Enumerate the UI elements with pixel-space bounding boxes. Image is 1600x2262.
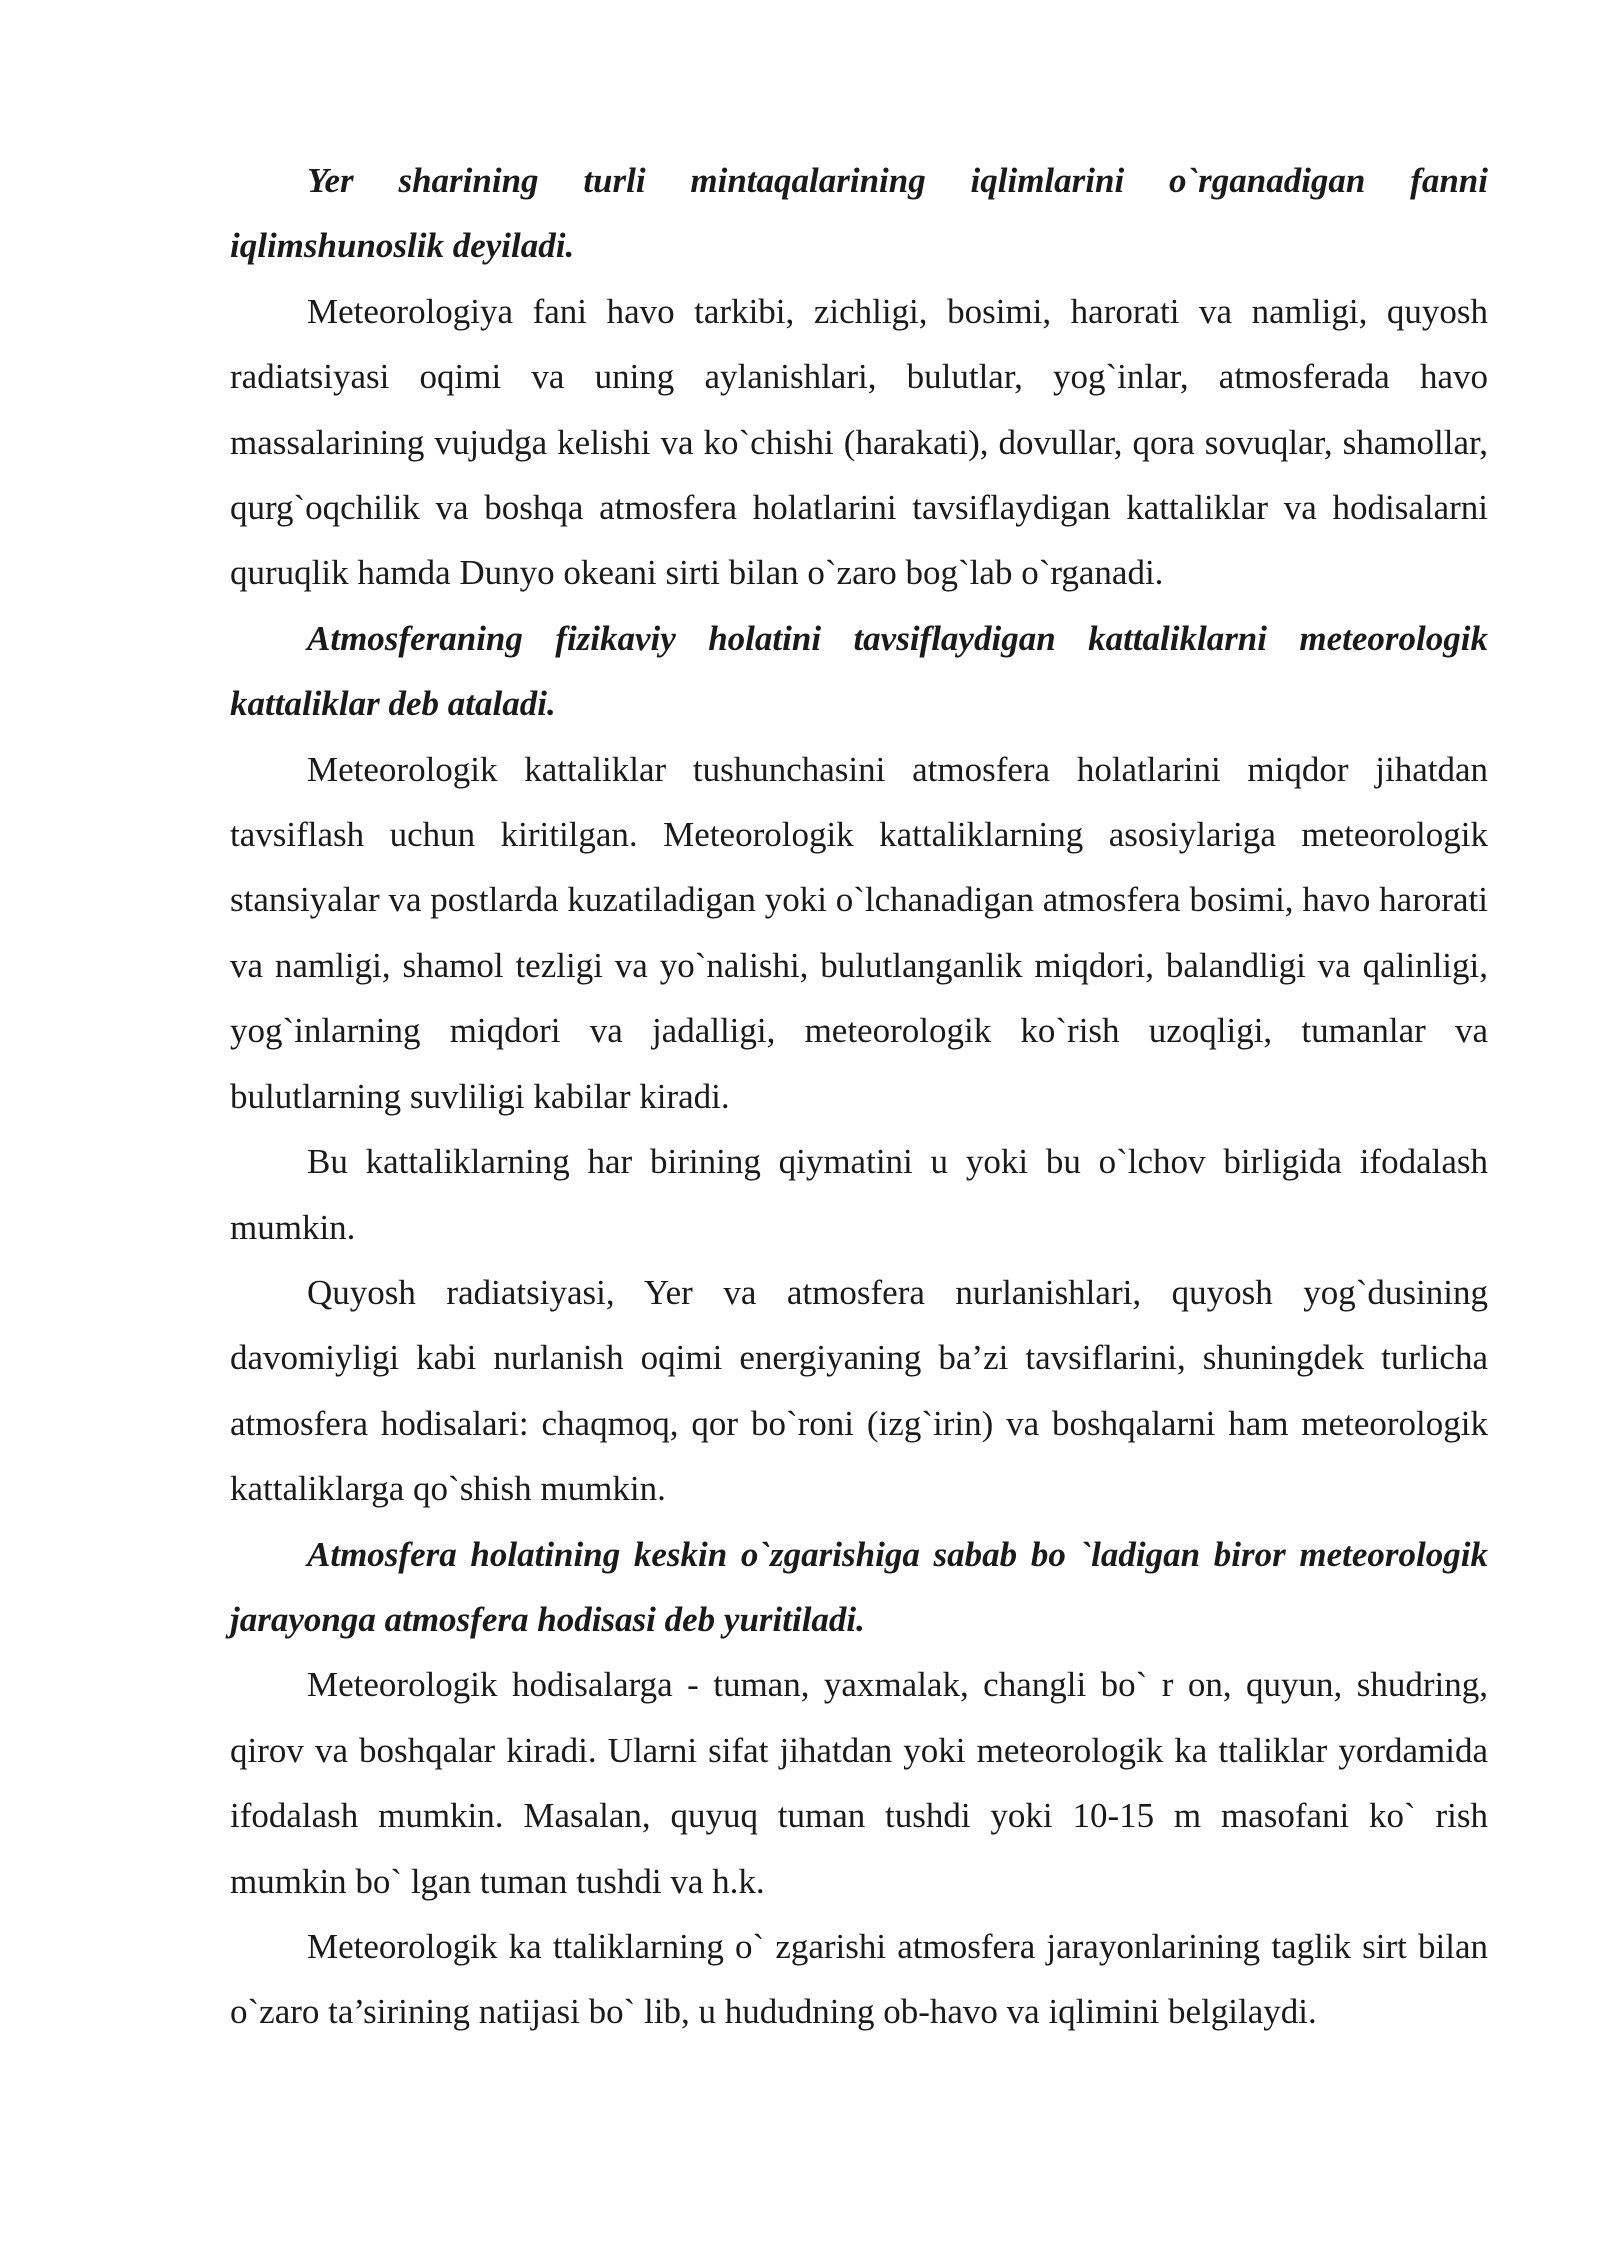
document-body bbox=[230, 148, 1488, 2045]
paragraph-quantities-list: Meteorologik kattaliklar tushunchasini atmosfera holatlarini miqdor jihatdan tavsiflash uchun kiritilgan. Meteorologik kattaliklarning asosiylariga meteorologik stansiyalar va postlarda kuzatiladigan yoki o`lchanadigan atmosfera bosimi, havo harorati va namligi, shamol tezligi va yo`nalishi, bulutlanganlik miqdori, balandligi va qalinligi, yog`inlarning miqdori va jadalligi, meteorologik ko`rish uzoqligi, tumanlar va bulutlarning suvliligi kabilar kiradi. bbox=[230, 749, 1488, 1116]
paragraph-meteorology: Meteorologiya fani havo tarkibi, zichligi, bosimi, harorati va namligi, quyosh radiatsiyasi oqimi va uning aylanishlari, bulutlar, yog`inlar, atmosferada havo massalarining vujudga kelishi va ko`chishi (harakati), dovullar, qora sovuqlar, shamollar, qurg`oqchilik va boshqa atmosfera holatlarini tavsiflaydigan kattaliklar va hodisalarni quruqlik hamda Dunyo okeani sirti bilan o`zaro bog`lab o`rganadi. bbox=[230, 291, 1488, 593]
definition-climatology: Yer sharining turli mintaqalarining iqlimlarini o`rganadigan fanni iqlimshunoslik deyiladi. bbox=[230, 161, 1488, 266]
paragraph-radiation: Quyosh radiatsiyasi, Yer va atmosfera nurlanishlari, quyosh yog`dusining davomiyligi kabi nurlanish oqimi energiyaning ba’zi tavsiflarini, shuningdek turlicha atmosfera hodisalari: chaqmoq, qor bo`roni (izg`irin) va boshqalarni ham meteorologik kattaliklarga qo`shish mumkin. bbox=[230, 1272, 1488, 1509]
paragraph-conclusion: Meteorologik ka ttaliklarning o` zgarishi atmosfera jarayonlarining taglik sirt bilan o`zaro ta’sirining natijasi bo` lib, u hududning ob-havo va iqlimini belgilaydi. bbox=[230, 1926, 1488, 2032]
paragraph-phenomena-list: Meteorologik hodisalarga - tuman, yaxmalak, changli bo` r on, quyun, shudring, qirov va boshqalar kiradi. Ularni sifat jihatdan yoki meteorologik ka ttaliklar yordamida ifodalash mumkin. Masalan, quyuq tuman tushdi yoki 10-15 m masofani ko` rish mumkin bo` lgan tuman tushdi va h.k. bbox=[230, 1665, 1488, 1901]
paragraph-units: Bu kattaliklarning har birining qiymatini u yoki bu o`lchov birligida ifodalash mumkin. bbox=[230, 1142, 1488, 1247]
definition-atmospheric-phenomenon: Atmosfera holatining keskin o`zgarishiga sabab bo `ladigan biror meteorologik jarayonga atmosfera hodisasi deb yuritiladi. bbox=[230, 1534, 1488, 1639]
definition-meteorological-quantities: Atmosferaning fizikaviy holatini tavsiflaydigan kattaliklarni meteorologik kattaliklar deb ataladi. bbox=[230, 618, 1488, 724]
